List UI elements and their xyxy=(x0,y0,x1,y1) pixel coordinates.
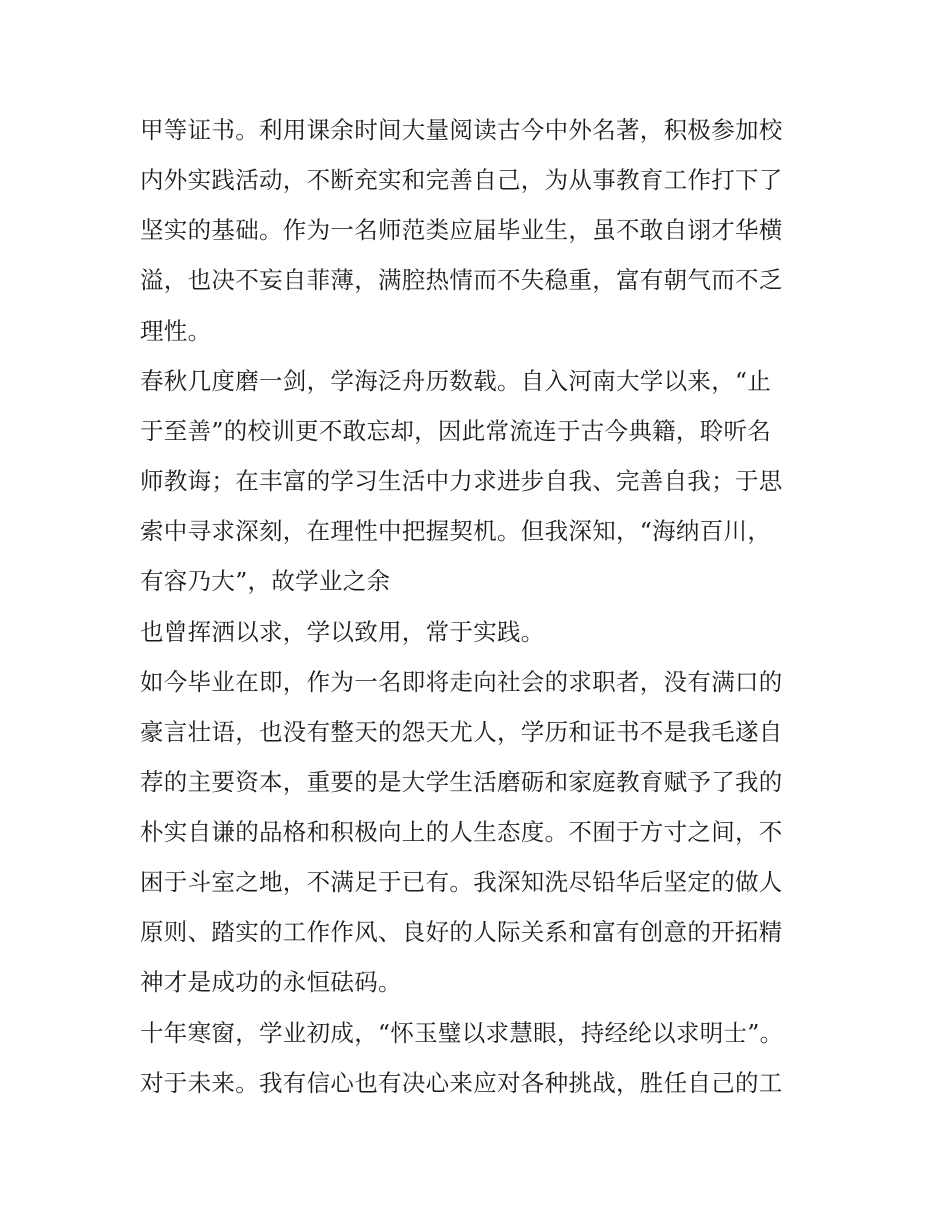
text-line: 有容乃大”，故学业之余 xyxy=(140,567,391,595)
text-line: 内外实践活动，不断充实和完善自己，为从事教育工作打下了 xyxy=(140,166,783,194)
text-line: 溢，也决不妄自菲薄，满腔热情而不失稳重，富有朝气而不乏 xyxy=(140,266,783,294)
text-line: 索中寻求深刻，在理性中把握契机。但我深知，“海纳百川， xyxy=(140,517,772,545)
text-line: 神才是成功的永恒砝码。 xyxy=(140,968,402,996)
text-line: 甲等证书。利用课余时间大量阅读古今中外名著，积极参加校 xyxy=(140,116,783,144)
text-line: 困于斗室之地，不满足于已有。我深知洗尽铅华后坚定的做人 xyxy=(140,868,783,896)
text-line: 春秋几度磨一剑，学海泛舟历数载。自入河南大学以来，“止 xyxy=(140,367,772,395)
text-line: 坚实的基础。作为一名师范类应届毕业生，虽不敢自诩才华横 xyxy=(140,216,783,244)
text-line: 朴实自谦的品格和积极向上的人生态度。不囿于方寸之间，不 xyxy=(140,818,783,846)
text-line: 十年寒窗，学业初成，“怀玉璧以求慧眼，持经纶以求明士”。 xyxy=(140,1019,784,1047)
text-line: 于至善”的校训更不敢忘却，因此常流连于古今典籍，聆听名 xyxy=(140,417,772,445)
text-line: 如今毕业在即，作为一名即将走向社会的求职者，没有满口的 xyxy=(140,668,783,696)
text-line: 原则、踏实的工作作风、良好的人际关系和富有创意的开拓精 xyxy=(140,918,783,946)
text-line: 师教诲；在丰富的学习生活中力求进步自我、完善自我；于思 xyxy=(140,467,783,495)
text-line: 理性。 xyxy=(140,317,212,345)
text-line: 也曾挥洒以求，学以致用，常于实践。 xyxy=(140,618,545,646)
text-line: 豪言壮语，也没有整天的怨天尤人，学历和证书不是我毛遂自 xyxy=(140,718,783,746)
text-line: 荐的主要资本，重要的是大学生活磨砺和家庭教育赋予了我的 xyxy=(140,768,783,796)
text-line: 对于未来。我有信心也有决心来应对各种挑战，胜任自己的工 xyxy=(140,1069,783,1097)
